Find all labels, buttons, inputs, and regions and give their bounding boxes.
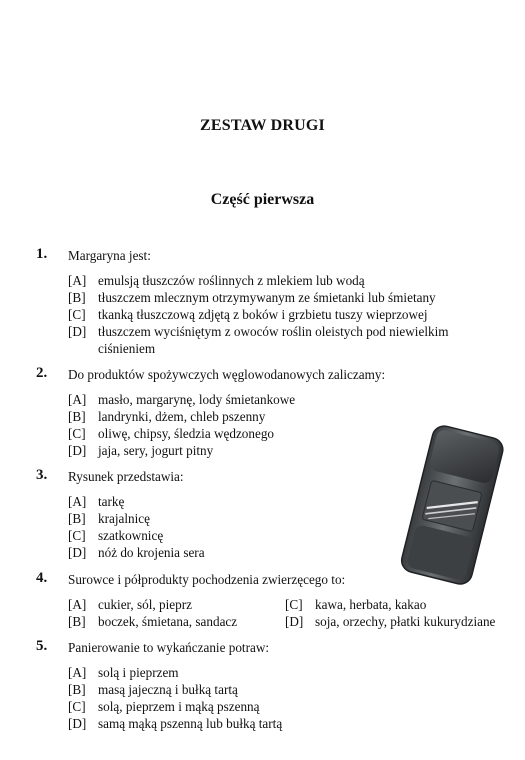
answer-option-d[interactable] — [285, 613, 495, 630]
section-subtitle: Część pierwsza — [210, 191, 315, 208]
question-text: Rysunek przedstawia: — [68, 469, 184, 484]
question-number: 1. — [36, 246, 48, 262]
option-letter: [A] — [68, 494, 87, 509]
option-letter: [D] — [68, 716, 87, 731]
answer-option-a[interactable] — [68, 596, 192, 613]
option-text: kawa, herbata, kakao — [315, 597, 427, 612]
answer-option-d[interactable] — [68, 715, 506, 732]
answer-option-a[interactable] — [68, 664, 506, 681]
answer-option-d[interactable] — [68, 323, 506, 357]
option-letter: [B] — [68, 409, 86, 424]
option-text: szatkownicę — [98, 528, 164, 543]
answer-options — [68, 664, 506, 732]
answer-option-b[interactable] — [68, 408, 506, 425]
option-text: krajalnicę — [98, 511, 150, 526]
option-letter: [D] — [68, 443, 87, 458]
question-text: Surowce i półprodukty pochodzenia zwierzęcego to: — [68, 572, 346, 587]
answer-option-b[interactable] — [68, 681, 506, 698]
option-letter: [A] — [68, 392, 87, 407]
option-text: cukier, sól, pieprz — [98, 597, 192, 612]
option-letter: [C] — [68, 528, 86, 543]
option-text: solą, pieprzem i mąką pszenną — [98, 699, 260, 714]
option-letter: [B] — [68, 290, 86, 305]
question-number: 5. — [36, 638, 48, 654]
option-text: oliwę, chipsy, śledzia wędzonego — [98, 426, 275, 441]
option-letter: [C] — [68, 426, 86, 441]
option-text: boczek, śmietana, sandacz — [98, 614, 238, 629]
option-text: landrynki, dżem, chleb pszenny — [98, 409, 266, 424]
answer-option-c[interactable] — [68, 306, 506, 323]
option-letter: [B] — [68, 682, 86, 697]
option-letter: [C] — [68, 699, 86, 714]
answer-option-a[interactable] — [68, 391, 506, 408]
option-text: masło, margarynę, lody śmietankowe — [98, 392, 296, 407]
option-letter: [C] — [68, 307, 86, 322]
option-letter: [C] — [285, 597, 303, 612]
option-text: tłuszczem wyciśniętym z owoców roślin oleistych pod niewielkim ciśnieniem — [98, 324, 449, 356]
option-letter: [A] — [68, 665, 87, 680]
option-letter: [D] — [285, 614, 304, 629]
question-number: 3. — [36, 467, 48, 483]
question-number: 2. — [36, 365, 48, 381]
question-5 — [36, 640, 506, 732]
answer-option-c[interactable] — [68, 698, 506, 715]
answer-option-b[interactable] — [68, 613, 237, 630]
question-text: Margaryna jest: — [68, 248, 151, 263]
option-text: samą mąką pszenną lub bułką tartą — [98, 716, 283, 731]
option-letter: [D] — [68, 324, 87, 339]
option-text: masą jajeczną i bułką tartą — [98, 682, 238, 697]
option-letter: [B] — [68, 614, 86, 629]
option-letter: [D] — [68, 545, 87, 560]
option-letter: [A] — [68, 597, 87, 612]
option-letter: [A] — [68, 273, 87, 288]
option-text: tarkę — [98, 494, 125, 509]
answer-options — [68, 272, 506, 357]
answer-option-c[interactable] — [285, 596, 426, 613]
page-title: ZESTAW DRUGI — [200, 117, 325, 134]
option-letter: [B] — [68, 511, 86, 526]
question-1 — [36, 248, 506, 357]
answer-option-a[interactable] — [68, 272, 506, 289]
option-text: solą i pieprzem — [98, 665, 179, 680]
answer-options — [68, 596, 506, 630]
question-text: Panierowanie to wykańczanie potraw: — [68, 640, 270, 655]
question-text: Do produktów spożywczych węglowodanowych zaliczamy: — [68, 367, 386, 382]
option-text: tkanką tłuszczową zdjętą z boków i grzbietu tuszy wieprzowej — [98, 307, 428, 322]
option-text: nóż do krojenia sera — [98, 545, 205, 560]
option-text: soja, orzechy, płatki kukurydziane — [315, 614, 496, 629]
option-text: jaja, sery, jogurt pitny — [98, 443, 214, 458]
option-text: emulsją tłuszczów roślinnych z mlekiem lub wodą — [98, 273, 365, 288]
answer-option-b[interactable] — [68, 289, 506, 306]
slicer-illustration — [398, 424, 506, 589]
option-text: tłuszczem mlecznym otrzymywanym ze śmietanki lub śmietany — [98, 290, 436, 305]
question-number: 4. — [36, 570, 48, 586]
